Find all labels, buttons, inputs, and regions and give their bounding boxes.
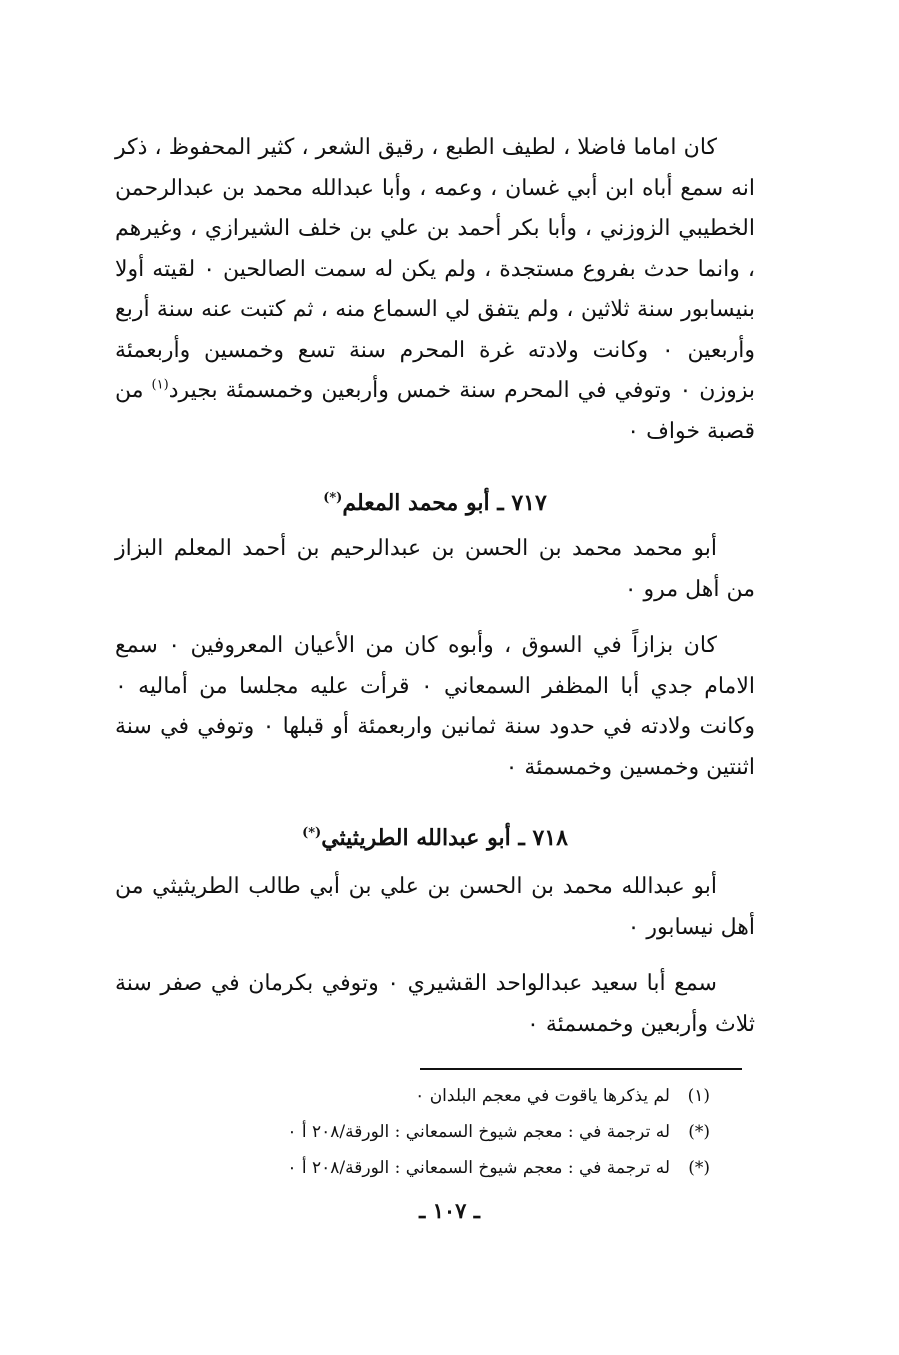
footnote-mark: (١) (687, 1086, 710, 1106)
entry-718-title: ٧١٨ ـ أبو عبدالله الطريثيثي (321, 825, 568, 851)
entry-716-paragraph (115, 128, 755, 452)
entry-717-heading-mark: (*) (323, 490, 343, 506)
entry-717-paragraph-1: أبو محمد محمد بن الحسن بن عبدالرحيم بن أحمد المعلم البزاز من أهل مرو ۰ (115, 536, 755, 602)
footnote-text: له ترجمة في : معجم شيوخ السمعاني : الورقة/٢٠٨ أ ۰ (287, 1122, 670, 1142)
footnote-mark: (*) (688, 1122, 710, 1142)
footnote-2 (150, 1114, 710, 1150)
page-body (115, 128, 755, 1045)
entry-717-title: ٧١٧ ـ أبو محمد المعلم (342, 490, 547, 516)
page-number: ـ ١٠٧ ـ (419, 1198, 480, 1223)
entry-718-paragraph-2: سمع أبا سعيد عبدالواحد القشيري ۰ وتوفي بكرمان في صفر سنة ثلاث وأربعين وخمسمئة ۰ (115, 971, 755, 1037)
entry-718-heading (115, 813, 755, 863)
footnote-text: له ترجمة في : معجم شيوخ السمعاني : الورقة/٢٠٨ أ ۰ (287, 1158, 670, 1178)
footnote-3 (150, 1150, 710, 1186)
footnote-1 (150, 1078, 710, 1114)
footnote-mark: (*) (688, 1158, 710, 1178)
footnote-ref-1: (١) (151, 377, 169, 393)
footnote-divider (420, 1068, 742, 1070)
entry-716-text: كان اماما فاضلا ، لطيف الطبع ، رقيق الشعر ، كثير المحفوظ ، ذكر انه سمع أباه ابن أبي غسان ، وعمه ، وأبا عبدالله محمد بن عبدالرحمن الخطيبي الزوزني ، وأبا بكر أحمد بن علي بن خلف الشيرازي ، وغيرهم ، وانما حدث بفروع مستجدة ، ولم يكن له سمت الصالحين ۰ لقيته أولا بنيسابور سنة ثلاثين ، ولم يتفق لي السماع منه ، ثم كتبت عنه سنة أربع وأربعين ۰ وكانت ولادته غرة المحرم سنة تسع وخمسين وأربعمئة بزوزن ۰ وتوفي في المحرم سنة خمس وأربعين وخمسمئة بجيرد (115, 135, 755, 403)
entry-717-paragraph-2: كان بزازاً في السوق ، وأبوه كان من الأعيان المعروفين ۰ سمع الامام جدي أبا المظفر السمعاني ۰ قرأت عليه مجلسا من أماليه ۰ وكانت ولادته في حدود سنة ثمانين واربعمئة أو قبلها ۰ وتوفي في سنة اثنتين وخمسين وخمسمئة ۰ (115, 633, 755, 780)
entry-718-heading-mark: (*) (302, 825, 322, 841)
footnote-text: لم يذكرها ياقوت في معجم البلدان ۰ (415, 1086, 670, 1106)
footnotes (150, 1078, 710, 1186)
entry-716-text-end: من قصبة خواف ۰ (115, 378, 755, 444)
entry-717-heading (115, 477, 755, 529)
entry-718-paragraph-1: أبو عبدالله محمد بن الحسن بن علي بن أبي طالب الطريثيثي من أهل نيسابور ۰ (115, 874, 755, 940)
